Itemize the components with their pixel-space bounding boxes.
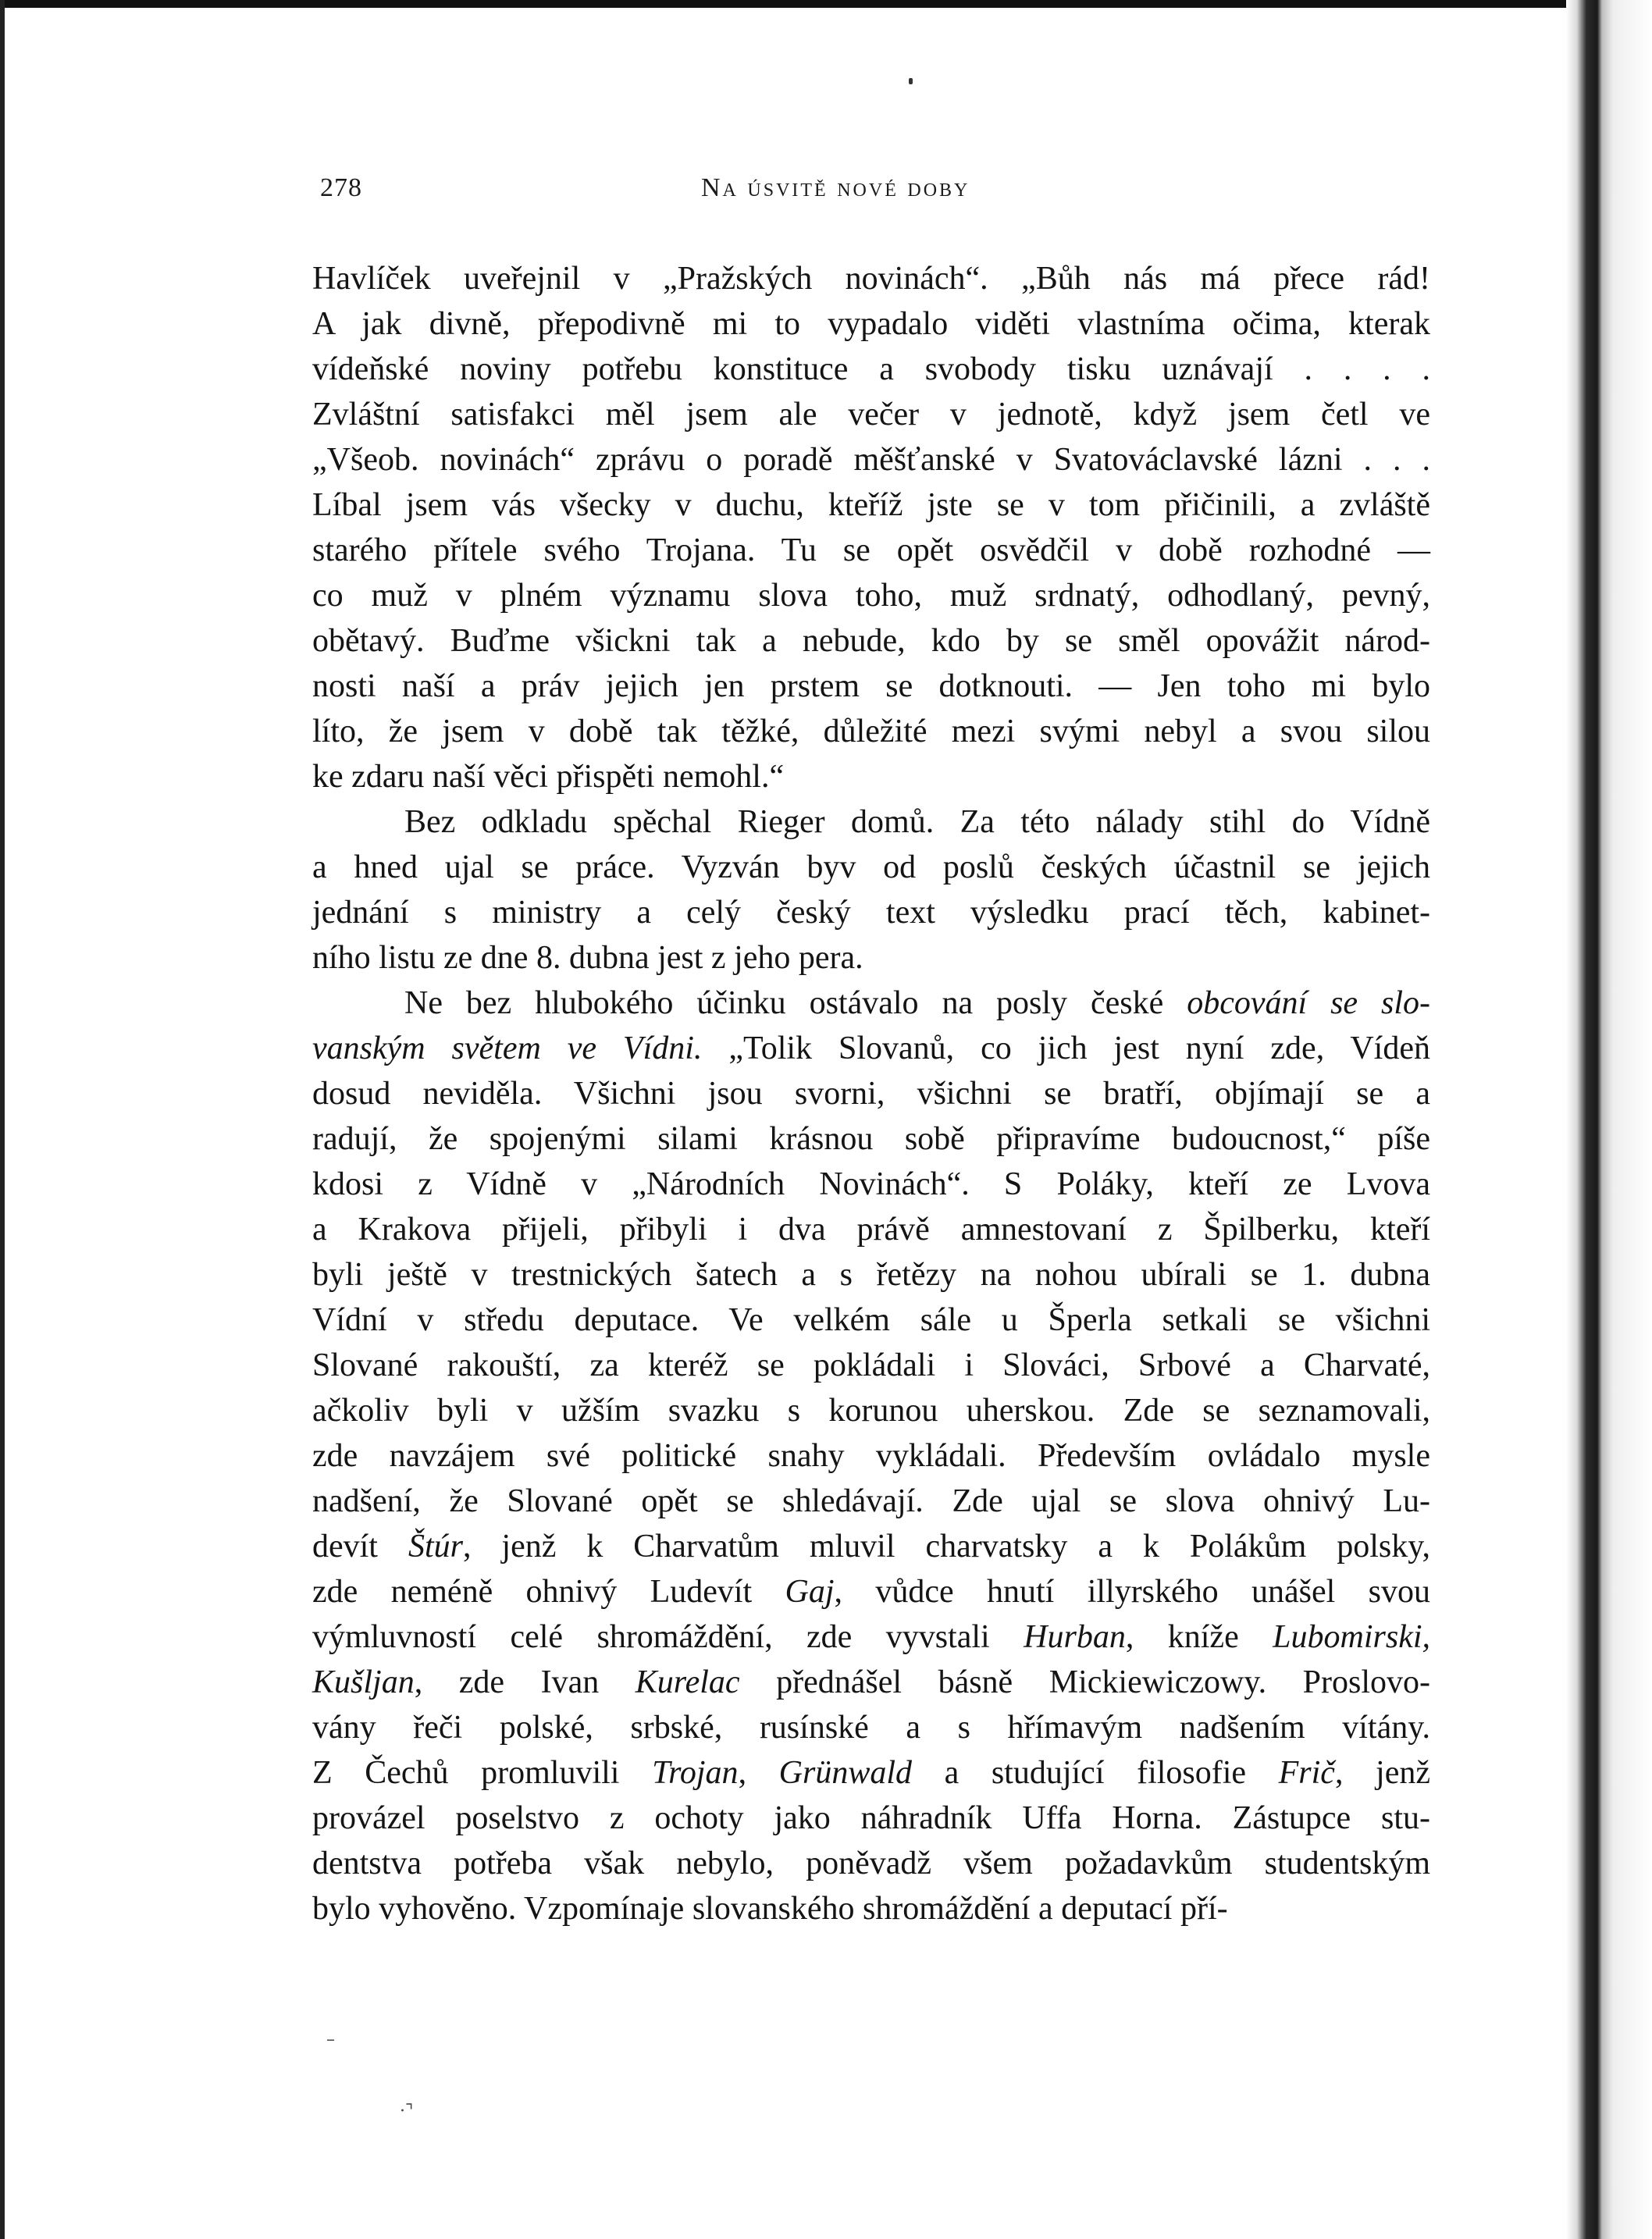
text-run: , vůdce hnutí illyrského unášel svou — [834, 1574, 1430, 1610]
scan-border-top — [0, 0, 1652, 8]
text-run: a Krakova přijeli, přibyli i dva právě amnestovaní z Špilberku, kteří — [312, 1212, 1430, 1248]
text-line — [312, 981, 1430, 1026]
text-line — [312, 1433, 1430, 1479]
text-line — [312, 1705, 1430, 1750]
paragraph — [312, 981, 1430, 1931]
text-run: starého přítele svého Trojana. Tu se opět osvědčil v době rozhodné — — [312, 532, 1430, 568]
text-run: Bez odkladu spěchal Rieger domů. Za této nálady stihl do Vídně — [404, 804, 1430, 840]
text-run: dosud neviděla. Všichni jsou svorni, všichni se bratří, objímají se a — [312, 1076, 1430, 1112]
ink-speck — [909, 78, 913, 84]
text-run: zde neméně ohnivý Ludevít — [312, 1574, 785, 1610]
paragraph — [312, 799, 1430, 981]
text-run: a studující filosofie — [912, 1755, 1279, 1791]
text-run: radují, že spojenými silami krásnou sobě připravíme budoucnost,“ píše — [312, 1121, 1430, 1157]
text-run: Z Čechů promluvili — [312, 1755, 653, 1791]
text-line — [312, 709, 1430, 754]
text-run: Líbal jsem vás všecky v duchu, kteříž jste se v tom přičinili, a zvláště — [312, 487, 1430, 523]
text-run: dentstva potřeba však nebylo, poněvadž všem požadavkům studentským — [312, 1846, 1430, 1881]
italic-text-run: Štúr — [408, 1529, 463, 1564]
text-run: „Tolik Slovanů, co jich jest nyní zde, Vídeň — [702, 1031, 1430, 1066]
text-line — [312, 664, 1430, 709]
text-line — [312, 1886, 1430, 1931]
text-run: ke zdaru naší věci přispěti nemohl.“ — [312, 759, 785, 795]
italic-text-run: Frič — [1278, 1755, 1335, 1791]
text-line — [312, 256, 1430, 301]
text-line — [312, 1660, 1430, 1705]
text-run: a hned ujal se práce. Vyzván byv od poslů českých účastnil se jejich — [312, 849, 1430, 885]
text-run: přednášel básně Mickiewiczowy. Proslovo- — [739, 1664, 1431, 1700]
text-line — [312, 437, 1430, 482]
margin-mark-tick: ·⌝ — [400, 2102, 414, 2121]
text-line — [312, 1614, 1430, 1660]
text-line — [312, 1297, 1430, 1343]
text-line — [312, 1071, 1430, 1116]
page-number: 278 — [320, 173, 362, 202]
text-run: , kníže — [1125, 1619, 1273, 1655]
text-run: líto, že jsem v době tak těžké, důležité mezi svými nebyl a svou silou — [312, 714, 1430, 749]
text-line — [312, 1569, 1430, 1614]
text-run: ního listu ze dne 8. dubna jest z jeho pera. — [312, 940, 863, 976]
italic-text-run: Hurban — [1024, 1619, 1126, 1655]
text-run: Vídní v středu deputace. Ve velkém sále u Šperla setkali se všichni — [312, 1302, 1430, 1338]
text-run: , jenž k Charvatům mluvil charvatsky a k Polákům polsky, — [462, 1529, 1430, 1564]
scan-border-left — [0, 0, 5, 2239]
italic-text-run: Gaj — [785, 1574, 835, 1610]
text-run: vídeňské noviny potřebu konstituce a svobody tisku uznávají . . . . — [312, 351, 1430, 387]
text-line — [312, 528, 1430, 573]
text-run: obětavý. Buďme všickni tak a nebude, kdo by se směl opovážit národ- — [312, 623, 1430, 659]
text-run: Zvláštní satisfakci měl jsem ale večer v jednotě, když jsem četl ve — [312, 397, 1430, 432]
text-run: vány řeči polské, srbské, rusínské a s hřímavým nadšením vítány. — [312, 1710, 1430, 1746]
text-line — [312, 1026, 1430, 1071]
text-run: nadšení, že Slované opět se shledávají. Zde ujal se slova ohnivý Lu- — [312, 1483, 1430, 1519]
text-run: kdosi z Vídně v „Národních Novinách“. S Poláky, kteří ze Lvova — [312, 1166, 1430, 1202]
text-run: , — [738, 1755, 779, 1791]
text-line — [312, 754, 1430, 799]
text-line — [312, 618, 1430, 664]
text-run: Havlíček uveřejnil v „Pražských novinách“. „Bůh nás má přece rád! — [312, 261, 1430, 297]
text-run: nosti naší a práv jejich jen prstem se dotknouti. — Jen toho mi bylo — [312, 668, 1430, 704]
text-line — [312, 1162, 1430, 1207]
text-line — [312, 1116, 1430, 1162]
text-run: co muž v plném významu slova toho, muž srdnatý, odhodlaný, pevný, — [312, 578, 1430, 614]
italic-text-run: obcování se slo- — [1187, 985, 1430, 1021]
text-run: , jenž — [1334, 1755, 1430, 1791]
text-run: devít — [312, 1529, 408, 1564]
italic-text-run: Grünwald — [778, 1755, 913, 1791]
italic-text-run: Trojan — [652, 1755, 739, 1791]
text-run: výmluvností celé shromáždění, zde vyvstali — [312, 1619, 1024, 1655]
text-line — [312, 347, 1430, 392]
text-run: zde navzájem své politické snahy vykládali. Především ovládalo mysle — [312, 1438, 1430, 1474]
text-line — [312, 799, 1430, 845]
text-run: A jak divně, přepodivně mi to vypadalo viděti vlastníma očima, kterak — [312, 306, 1430, 342]
text-line — [312, 1343, 1430, 1388]
text-run: „Všeob. novinách“ zprávu o poradě měšťanské v Svatováclavské lázni . . . — [312, 442, 1430, 478]
text-line — [312, 301, 1430, 347]
margin-mark-dash: – — [326, 2030, 335, 2049]
text-line — [312, 573, 1430, 618]
page-header — [320, 173, 1421, 205]
scan-border-right-binding — [1566, 0, 1652, 2239]
italic-text-run: Lubomirski, — [1273, 1619, 1431, 1655]
text-line — [312, 1252, 1430, 1297]
text-line — [312, 935, 1430, 981]
paragraph — [312, 256, 1430, 799]
text-run: , zde Ivan — [414, 1664, 636, 1700]
text-line — [312, 845, 1430, 890]
text-line — [312, 1479, 1430, 1524]
text-run: jednání s ministry a celý český text výsledku prací těch, kabinet- — [312, 895, 1430, 931]
text-run: Slované rakouští, za kteréž se pokládali i Slováci, Srbové a Charvaté, — [312, 1347, 1430, 1383]
text-run: provázel poselstvo z ochoty jako náhradník Uffa Horna. Zástupce stu- — [312, 1800, 1430, 1836]
text-run: Ne bez hlubokého účinku ostávalo na posly české — [404, 985, 1187, 1021]
body-text — [312, 256, 1430, 1931]
italic-text-run: vanským světem ve Vídni. — [312, 1031, 703, 1066]
text-line — [312, 1750, 1430, 1796]
text-line — [312, 1841, 1430, 1886]
text-line — [312, 1524, 1430, 1569]
text-run: bylo vyhověno. Vzpomínaje slovanského shromáždění a deputací pří- — [312, 1891, 1228, 1927]
text-run: ačkoliv byli v užším svazku s korunou uherskou. Zde se seznamovali, — [312, 1393, 1430, 1429]
text-line — [312, 1796, 1430, 1841]
italic-text-run: Kušljan — [312, 1664, 415, 1700]
text-line — [312, 890, 1430, 935]
text-run: byli ještě v trestnických šatech a s řetězy na nohou ubírali se 1. dubna — [312, 1257, 1430, 1293]
text-line — [312, 392, 1430, 437]
italic-text-run: Kurelac — [635, 1664, 740, 1700]
text-line — [312, 482, 1430, 528]
text-line — [312, 1207, 1430, 1252]
running-head: Na úsvitě nové doby — [701, 173, 970, 202]
text-line — [312, 1388, 1430, 1433]
